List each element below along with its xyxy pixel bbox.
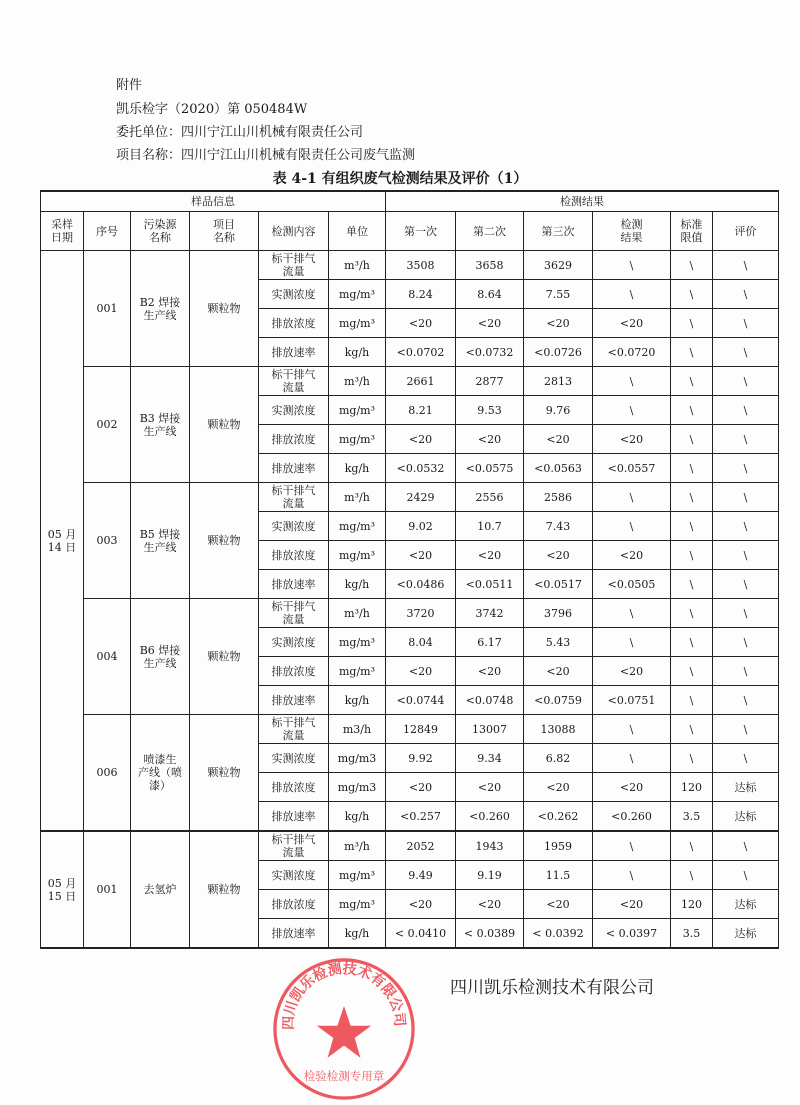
test-result: \ [593,628,671,657]
column-header: 检测 结果 [593,212,671,251]
standard-limit: \ [671,425,713,454]
table-row [41,831,779,861]
result-1: <20 [386,657,456,686]
column-header: 项目 名称 [190,212,259,251]
evaluation: 达标 [713,773,779,802]
test-result: \ [593,512,671,541]
standard-limit: 120 [671,890,713,919]
results-table [40,190,779,949]
result-2: < 0.0389 [456,919,524,949]
test-result: \ [593,744,671,773]
column-header: 检测内容 [259,212,329,251]
attachment-label: 附件 [116,78,143,93]
test-content: 实测浓度 [259,861,329,890]
test-result: <20 [593,425,671,454]
unit: m³/h [329,367,386,396]
sample-number: 001 [84,251,131,367]
result-3: 7.55 [524,280,593,309]
result-2: 3742 [456,599,524,628]
evaluation: \ [713,570,779,599]
result-3: <20 [524,773,593,802]
test-result: <0.0505 [593,570,671,599]
result-2: 9.53 [456,396,524,425]
standard-limit: \ [671,744,713,773]
test-result: <0.0720 [593,338,671,367]
test-content: 排放浓度 [259,890,329,919]
test-result: <0.0751 [593,686,671,715]
test-content: 排放速率 [259,454,329,483]
evaluation: \ [713,251,779,280]
pollution-source: B6 焊接 生产线 [131,599,190,715]
evaluation: \ [713,512,779,541]
test-content: 标干排气 流量 [259,367,329,396]
svg-text:检验检测专用章: 检验检测专用章 [303,1068,385,1083]
evaluation: \ [713,309,779,338]
result-1: 2661 [386,367,456,396]
standard-limit: \ [671,512,713,541]
test-content: 排放浓度 [259,657,329,686]
unit: mg/m³ [329,512,386,541]
test-result: < 0.0397 [593,919,671,949]
result-1: <0.0486 [386,570,456,599]
test-result: <0.260 [593,802,671,832]
unit: mg/m³ [329,861,386,890]
evaluation: \ [713,367,779,396]
result-2: <20 [456,890,524,919]
result-1: 9.02 [386,512,456,541]
result-1: <20 [386,773,456,802]
svg-text:四川凯乐检测技术有限公司: 四川凯乐检测技术有限公司 [280,961,408,1031]
test-content: 排放浓度 [259,425,329,454]
result-1: 8.21 [386,396,456,425]
unit: kg/h [329,686,386,715]
test-result: <0.0557 [593,454,671,483]
result-2: 3658 [456,251,524,280]
result-1: < 0.0410 [386,919,456,949]
result-3: 1959 [524,831,593,861]
column-header: 标准 限值 [671,212,713,251]
test-result: \ [593,251,671,280]
test-content: 标干排气 流量 [259,831,329,861]
evaluation: \ [713,541,779,570]
table-row [41,599,779,628]
test-content: 排放速率 [259,919,329,949]
test-content: 排放速率 [259,802,329,832]
result-1: 2052 [386,831,456,861]
standard-limit: \ [671,541,713,570]
result-1: <0.0744 [386,686,456,715]
table-row [41,367,779,396]
result-3: <0.0517 [524,570,593,599]
test-item: 颗粒物 [190,483,259,599]
test-result: \ [593,280,671,309]
standard-limit: 3.5 [671,919,713,949]
test-result: <20 [593,309,671,338]
test-item: 颗粒物 [190,715,259,832]
result-1: <0.0532 [386,454,456,483]
result-3: 5.43 [524,628,593,657]
result-1: 3508 [386,251,456,280]
result-2: 6.17 [456,628,524,657]
result-3: 2586 [524,483,593,512]
result-1: <20 [386,425,456,454]
report-number: 凯乐检字（2020）第 050484W [116,102,308,117]
pollution-source: B5 焊接 生产线 [131,483,190,599]
unit: mg/m³ [329,396,386,425]
test-content: 标干排气 流量 [259,251,329,280]
evaluation: \ [713,454,779,483]
unit: m³/h [329,831,386,861]
evaluation: \ [713,338,779,367]
test-result: <20 [593,541,671,570]
result-2: 10.7 [456,512,524,541]
result-3: 7.43 [524,512,593,541]
standard-limit: \ [671,831,713,861]
test-content: 实测浓度 [259,744,329,773]
result-3: 3629 [524,251,593,280]
result-1: <0.0702 [386,338,456,367]
result-3: 3796 [524,599,593,628]
evaluation: 达标 [713,919,779,949]
result-2: <20 [456,657,524,686]
sample-info-header: 样品信息 [41,191,386,212]
evaluation: \ [713,657,779,686]
result-2: 13007 [456,715,524,744]
test-result: <20 [593,657,671,686]
evaluation: \ [713,483,779,512]
test-content: 实测浓度 [259,512,329,541]
sample-number: 002 [84,367,131,483]
column-header: 污染源 名称 [131,212,190,251]
sample-number: 006 [84,715,131,832]
unit: mg/m3 [329,744,386,773]
result-3: <20 [524,541,593,570]
table-title: 表 4-1 有组织废气检测结果及评价（1） [272,171,528,187]
sample-date: 05 月 15 日 [41,831,84,948]
column-header: 采样 日期 [41,212,84,251]
evaluation: \ [713,396,779,425]
standard-limit: \ [671,309,713,338]
table-row [41,483,779,512]
pollution-source: B3 焊接 生产线 [131,367,190,483]
unit: kg/h [329,454,386,483]
unit: m³/h [329,483,386,512]
result-1: 9.92 [386,744,456,773]
evaluation: \ [713,861,779,890]
unit: m3/h [329,715,386,744]
standard-limit: \ [671,715,713,744]
result-2: <0.0575 [456,454,524,483]
evaluation: 达标 [713,890,779,919]
result-3: 11.5 [524,861,593,890]
pollution-source: 喷漆生 产线（喷 漆） [131,715,190,832]
column-header: 第二次 [456,212,524,251]
standard-limit: \ [671,251,713,280]
result-1: <20 [386,541,456,570]
result-2: <0.0748 [456,686,524,715]
test-content: 实测浓度 [259,280,329,309]
result-1: 3720 [386,599,456,628]
result-3: <20 [524,890,593,919]
unit: mg/m³ [329,890,386,919]
column-header: 评价 [713,212,779,251]
evaluation: \ [713,831,779,861]
company-name: 四川凯乐检测技术有限公司 [450,978,654,998]
result-2: <20 [456,541,524,570]
result-3: 13088 [524,715,593,744]
result-3: 2813 [524,367,593,396]
standard-limit: \ [671,570,713,599]
result-1: <20 [386,890,456,919]
result-2: 1943 [456,831,524,861]
test-content: 排放速率 [259,570,329,599]
column-header: 序号 [84,212,131,251]
test-content: 排放速率 [259,338,329,367]
results-header: 检测结果 [386,191,779,212]
result-3: 6.82 [524,744,593,773]
result-2: <0.260 [456,802,524,832]
test-content: 排放浓度 [259,773,329,802]
sample-date: 05 月 14 日 [41,251,84,832]
result-1: 8.04 [386,628,456,657]
unit: mg/m³ [329,280,386,309]
unit: kg/h [329,802,386,832]
test-result: \ [593,483,671,512]
column-header: 第三次 [524,212,593,251]
unit: kg/h [329,338,386,367]
test-item: 颗粒物 [190,367,259,483]
unit: mg/m³ [329,309,386,338]
sample-number: 003 [84,483,131,599]
test-result: \ [593,599,671,628]
test-item: 颗粒物 [190,831,259,948]
test-content: 标干排气 流量 [259,715,329,744]
test-content: 标干排气 流量 [259,483,329,512]
evaluation: \ [713,715,779,744]
standard-limit: \ [671,338,713,367]
test-result: \ [593,831,671,861]
result-3: <20 [524,425,593,454]
test-content: 实测浓度 [259,628,329,657]
standard-limit: 120 [671,773,713,802]
result-1: 9.49 [386,861,456,890]
test-content: 标干排气 流量 [259,599,329,628]
unit: m³/h [329,251,386,280]
standard-limit: \ [671,628,713,657]
column-header: 单位 [329,212,386,251]
unit: m³/h [329,599,386,628]
unit: mg/m³ [329,657,386,686]
standard-limit: \ [671,686,713,715]
test-content: 实测浓度 [259,396,329,425]
client-unit: 委托单位：四川宁江山川机械有限责任公司 [116,125,364,140]
result-3: 9.76 [524,396,593,425]
evaluation: \ [713,686,779,715]
unit: mg/m³ [329,541,386,570]
result-2: <0.0732 [456,338,524,367]
pollution-source: B2 焊接 生产线 [131,251,190,367]
test-item: 颗粒物 [190,599,259,715]
result-3: <0.0759 [524,686,593,715]
standard-limit: \ [671,367,713,396]
standard-limit: \ [671,861,713,890]
standard-limit: \ [671,396,713,425]
result-2: 9.19 [456,861,524,890]
sample-number: 004 [84,599,131,715]
unit: kg/h [329,570,386,599]
result-3: < 0.0392 [524,919,593,949]
test-content: 排放速率 [259,686,329,715]
test-item: 颗粒物 [190,251,259,367]
test-result: \ [593,367,671,396]
standard-limit: \ [671,599,713,628]
test-result: \ [593,715,671,744]
test-content: 排放浓度 [259,309,329,338]
sample-number: 001 [84,831,131,948]
test-result: \ [593,861,671,890]
test-result: \ [593,396,671,425]
standard-limit: \ [671,657,713,686]
result-2: <20 [456,773,524,802]
pollution-source: 去氢炉 [131,831,190,948]
result-1: 2429 [386,483,456,512]
unit: mg/m3 [329,773,386,802]
test-result: <20 [593,890,671,919]
test-result: <20 [593,773,671,802]
unit: mg/m³ [329,425,386,454]
result-2: 2877 [456,367,524,396]
result-1: <20 [386,309,456,338]
result-3: <0.0563 [524,454,593,483]
project-name: 项目名称：四川宁江山川机械有限责任公司废气监测 [116,148,416,163]
table-row [41,715,779,744]
table-row [41,251,779,280]
result-2: <0.0511 [456,570,524,599]
result-2: 8.64 [456,280,524,309]
standard-limit: 3.5 [671,802,713,832]
result-1: <0.257 [386,802,456,832]
evaluation: \ [713,628,779,657]
evaluation: 达标 [713,802,779,832]
company-seal [270,955,418,1103]
column-header: 第一次 [386,212,456,251]
result-3: <20 [524,657,593,686]
result-3: <0.0726 [524,338,593,367]
result-2: <20 [456,309,524,338]
unit: mg/m³ [329,628,386,657]
result-1: 12849 [386,715,456,744]
test-content: 排放浓度 [259,541,329,570]
result-3: <0.262 [524,802,593,832]
result-3: <20 [524,309,593,338]
standard-limit: \ [671,483,713,512]
unit: kg/h [329,919,386,949]
standard-limit: \ [671,280,713,309]
standard-limit: \ [671,454,713,483]
result-2: 2556 [456,483,524,512]
result-2: 9.34 [456,744,524,773]
evaluation: \ [713,599,779,628]
evaluation: \ [713,425,779,454]
result-2: <20 [456,425,524,454]
evaluation: \ [713,280,779,309]
evaluation: \ [713,744,779,773]
result-1: 8.24 [386,280,456,309]
